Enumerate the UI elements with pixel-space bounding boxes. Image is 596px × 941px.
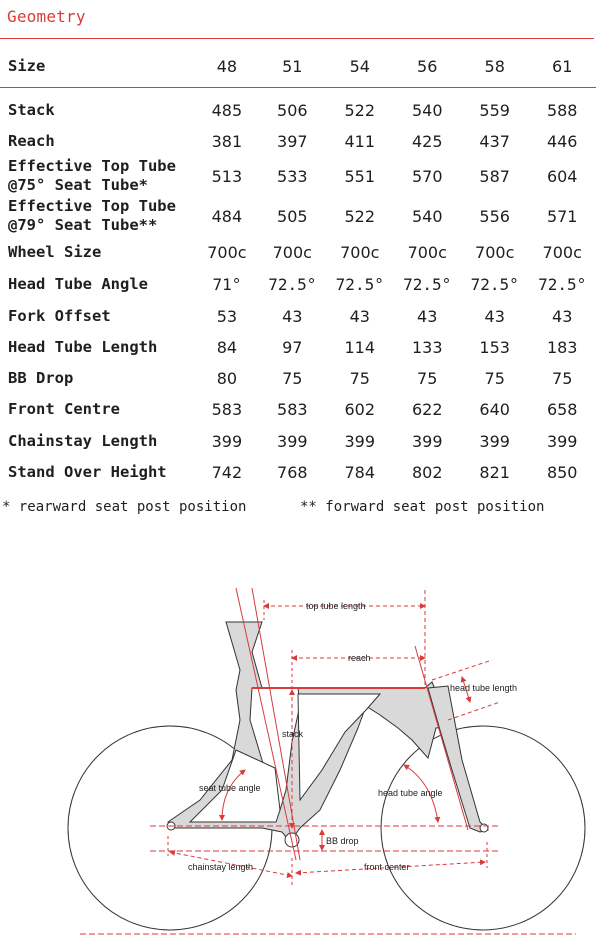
table-cell: 583 — [277, 400, 308, 419]
table-cell: 399 — [211, 431, 243, 451]
table-cell: 72.5° — [335, 274, 384, 294]
table-cell: 784 — [344, 462, 376, 482]
table-cell: 71° — [212, 274, 242, 294]
row-label — [0, 267, 195, 301]
table-row — [0, 332, 596, 363]
size-header: Size — [0, 47, 195, 87]
row-label-line: Effective Top Tube — [8, 197, 176, 215]
table-cell: 622 — [411, 400, 443, 419]
table-cell: 587 — [479, 166, 510, 186]
geometry-table — [0, 47, 596, 487]
table-cell: 397 — [277, 131, 308, 151]
row-label — [0, 237, 195, 267]
table-cell: 72.5° — [470, 274, 519, 294]
table-row — [0, 425, 596, 457]
table-cell: 80 — [216, 369, 238, 388]
table-row — [0, 267, 596, 301]
table-cell: 571 — [546, 206, 578, 226]
table-cell: 533 — [277, 166, 308, 186]
table-row — [0, 457, 596, 487]
label-front-center: front center — [364, 862, 410, 872]
table-cell: 75 — [282, 369, 303, 388]
row-label — [0, 301, 195, 332]
size-column-header: 56 — [394, 47, 461, 87]
bike-frame — [167, 622, 488, 847]
row-label-line: BB Drop — [8, 369, 74, 387]
row-label — [0, 425, 195, 457]
table-cell: 399 — [411, 431, 443, 451]
table-cell: 72.5° — [268, 274, 317, 294]
row-label — [0, 332, 195, 363]
table-cell: 700c — [542, 242, 582, 262]
label-seat-tube-angle: seat tube angle — [199, 783, 261, 793]
table-cell: 540 — [411, 100, 443, 120]
page-title: Geometry — [7, 7, 86, 26]
table-row — [0, 394, 596, 425]
label-top-tube-length: top tube length — [306, 601, 366, 611]
row-label-line: Stack — [8, 100, 55, 119]
row-label-line: Head Tube Angle — [8, 274, 148, 293]
table-spacer — [0, 87, 596, 95]
table-cell: 658 — [546, 400, 578, 419]
table-cell: 522 — [344, 206, 376, 226]
table-cell: 640 — [479, 400, 510, 419]
table-cell: 43 — [282, 307, 303, 326]
table-row — [0, 195, 596, 237]
table-cell: 75 — [349, 369, 370, 388]
label-reach: reach — [348, 653, 371, 663]
table-cell: 551 — [344, 166, 376, 186]
table-row — [0, 157, 596, 195]
row-label — [0, 95, 195, 125]
table-cell: 802 — [411, 462, 443, 482]
size-column-header: 54 — [326, 47, 393, 87]
table-cell: 43 — [349, 307, 370, 326]
table-cell: 411 — [344, 131, 376, 151]
table-cell: 556 — [479, 206, 510, 226]
label-bb-drop: BB drop — [326, 836, 359, 846]
table-cell: 114 — [344, 338, 376, 357]
table-cell: 53 — [216, 307, 238, 326]
size-column-header: 48 — [195, 47, 258, 87]
row-label-line: Effective Top Tube — [8, 157, 176, 175]
table-cell: 43 — [484, 307, 505, 326]
table-cell: 588 — [546, 100, 578, 120]
row-label-line: Head Tube Length — [8, 338, 158, 356]
label-head-tube-angle: head tube angle — [378, 788, 443, 798]
label-head-tube-length: head tube length — [450, 683, 518, 693]
table-cell: 506 — [277, 100, 308, 120]
row-label — [0, 195, 195, 237]
size-column-header: 51 — [259, 47, 326, 87]
table-cell: 425 — [411, 131, 443, 151]
table-header-row — [0, 47, 596, 87]
table-cell: 513 — [211, 166, 243, 186]
table-cell: 700c — [340, 242, 380, 262]
table-cell: 505 — [277, 206, 308, 226]
label-stack: stack — [282, 729, 304, 739]
table-cell: 700c — [207, 242, 247, 262]
table-cell: 84 — [216, 338, 238, 357]
row-label-line: Stand Over Height — [8, 462, 167, 481]
table-cell: 583 — [211, 400, 243, 419]
table-cell: 75 — [417, 369, 438, 388]
table-cell: 742 — [211, 462, 243, 482]
table-cell: 97 — [282, 338, 303, 357]
size-column-header: 58 — [461, 47, 528, 87]
table-cell: 446 — [546, 131, 578, 151]
row-label-line: @79° Seat Tube** — [8, 216, 158, 234]
table-cell: 381 — [211, 131, 243, 151]
table-cell: 437 — [479, 131, 510, 151]
table-cell: 399 — [546, 431, 578, 451]
table-row — [0, 363, 596, 394]
title-divider — [0, 38, 594, 39]
table-cell: 43 — [552, 307, 573, 326]
row-label — [0, 157, 195, 195]
table-cell: 768 — [277, 462, 308, 482]
table-cell: 570 — [411, 166, 443, 186]
footnote-forward: ** forward seat post position — [300, 499, 545, 515]
table-row — [0, 95, 596, 125]
row-label-line: Wheel Size — [8, 242, 102, 261]
table-cell: 72.5° — [403, 274, 452, 294]
table-cell: 43 — [417, 307, 438, 326]
table-cell: 700c — [475, 242, 515, 262]
table-cell: 850 — [546, 462, 578, 482]
table-cell: 399 — [344, 431, 376, 451]
table-row — [0, 301, 596, 332]
footnote-rearward: * rearward seat post position — [2, 499, 247, 515]
geometry-diagram — [0, 560, 596, 941]
row-label-line: Fork Offset — [8, 307, 111, 325]
row-label — [0, 394, 195, 425]
row-label-line: @75° Seat Tube* — [8, 176, 148, 194]
table-cell: 72.5° — [538, 274, 587, 294]
row-label — [0, 363, 195, 394]
table-cell: 133 — [411, 338, 443, 357]
table-cell: 485 — [211, 100, 243, 120]
table-cell: 604 — [546, 166, 578, 186]
table-cell: 75 — [484, 369, 505, 388]
table-cell: 540 — [411, 206, 443, 226]
table-cell: 484 — [211, 206, 243, 226]
row-label-line: Reach — [8, 131, 55, 150]
row-label-line: Front Centre — [8, 400, 120, 418]
table-cell: 75 — [552, 369, 573, 388]
label-chainstay-length: chainstay length — [188, 862, 254, 872]
table-row — [0, 125, 596, 157]
table-cell: 602 — [344, 400, 376, 419]
row-label-line: Chainstay Length — [8, 431, 158, 450]
table-cell: 821 — [479, 462, 510, 482]
row-label — [0, 125, 195, 157]
size-column-header: 61 — [528, 47, 596, 87]
table-cell: 153 — [479, 338, 510, 357]
table-cell: 183 — [546, 338, 578, 357]
table-cell: 700c — [407, 242, 447, 262]
table-cell: 700c — [272, 242, 312, 262]
table-cell: 399 — [277, 431, 308, 451]
row-label — [0, 457, 195, 487]
table-cell: 559 — [479, 100, 510, 120]
table-cell: 399 — [479, 431, 510, 451]
table-row — [0, 237, 596, 267]
table-cell: 522 — [344, 100, 376, 120]
